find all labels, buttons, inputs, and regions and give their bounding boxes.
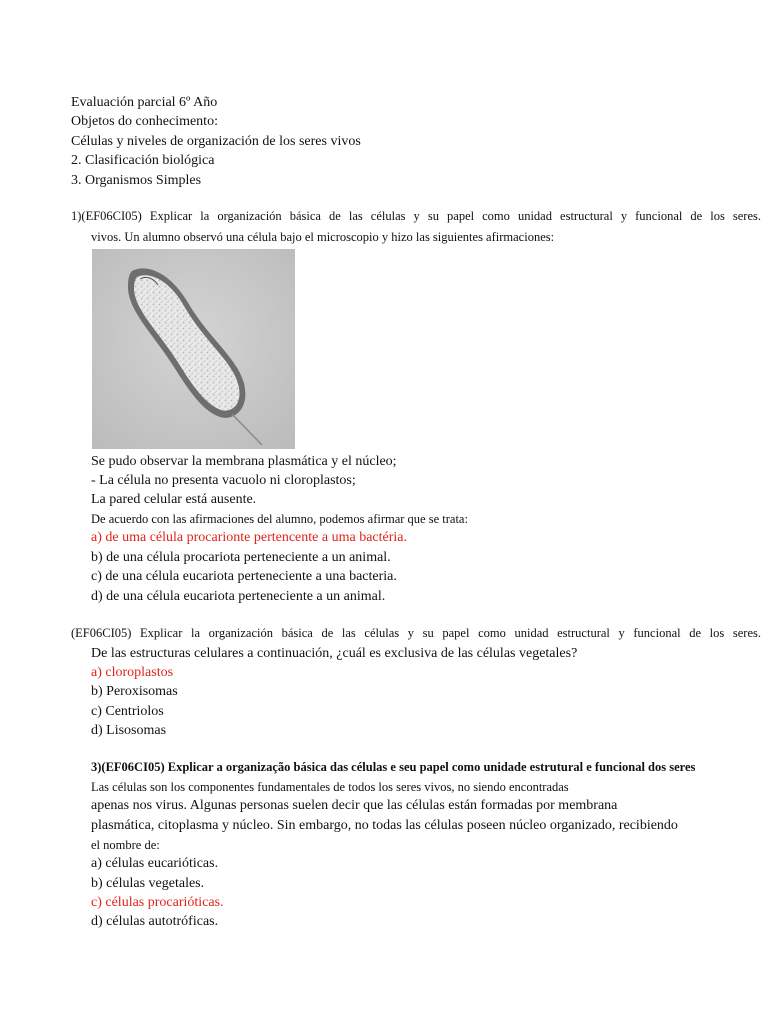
- q3-text-line2: apenas nos virus. Algunas personas suelen decir que las células están formadas por membrana: [91, 798, 618, 813]
- header-line-evaluation: Evaluación parcial 6º Año: [71, 95, 218, 110]
- cell-micrograph-image: [92, 249, 295, 449]
- header-line-classification: 2. Clasificación biológica: [71, 153, 215, 168]
- q1-option-a: a) de uma célula procarionte pertencente a uma bactéria.: [91, 530, 407, 545]
- q3-option-b: b) células vegetales.: [91, 876, 205, 891]
- q3-option-c: c) células procarióticas.: [91, 895, 224, 910]
- q2-intro: (EF06CI05) Explicar la organización básica de las células y su papel como unidad estructural y funcional de los seres.: [71, 626, 761, 640]
- q1-statement-membrane: Se pudo observar la membrana plasmática y el núcleo;: [91, 454, 397, 469]
- q2-option-b: b) Peroxisomas: [91, 684, 178, 699]
- q1-statement-vacuole: - La célula no presenta vacuolo ni cloroplastos;: [91, 473, 356, 488]
- q1-prompt: De acuerdo con las afirmaciones del alumno, podemos afirmar que se trata:: [91, 512, 468, 526]
- q2-question: De las estructuras celulares a continuación, ¿cuál es exclusiva de las células vegetales?: [91, 646, 578, 661]
- q2-option-a: a) cloroplastos: [91, 665, 174, 680]
- q2-option-d: d) Lisosomas: [91, 723, 167, 738]
- q1-option-d: d) de una célula eucariota perteneciente a un animal.: [91, 589, 386, 604]
- header-line-objects: Objetos do conhecimento:: [71, 114, 218, 129]
- q3-heading: 3)(EF06CI05) Explicar a organização básica das células e seu papel como unidade estrutural e funcional dos seres: [91, 760, 696, 774]
- q1-statement-cell-wall: La pared celular está ausente.: [91, 492, 257, 507]
- header-line-cells: Células y niveles de organización de los seres vivos: [71, 134, 361, 149]
- q3-text-line3: plasmática, citoplasma y núcleo. Sin embargo, no todas las células poseen núcleo organizado, recibiendo: [91, 818, 678, 833]
- q1-intro-line2: vivos. Un alumno observó una célula bajo el microscopio y hizo las siguientes afirmaciones:: [91, 230, 555, 244]
- q3-text-line4: el nombre de:: [91, 838, 160, 852]
- q3-text-line1: Las células son los componentes fundamentales de todos los seres vivos, no siendo encontradas: [91, 780, 569, 794]
- q1-intro-line1: 1)(EF06CI05) Explicar la organización básica de las células y su papel como unidad estructural y funcional de los seres.: [71, 209, 761, 223]
- q2-option-c: c) Centriolos: [91, 704, 164, 719]
- header-line-organisms: 3. Organismos Simples: [71, 173, 202, 188]
- q3-option-d: d) células autotróficas.: [91, 914, 219, 929]
- q3-option-a: a) células eucarióticas.: [91, 856, 219, 871]
- q1-option-c: c) de una célula eucariota perteneciente a una bacteria.: [91, 569, 397, 584]
- q1-option-b: b) de una célula procariota perteneciente a un animal.: [91, 550, 391, 565]
